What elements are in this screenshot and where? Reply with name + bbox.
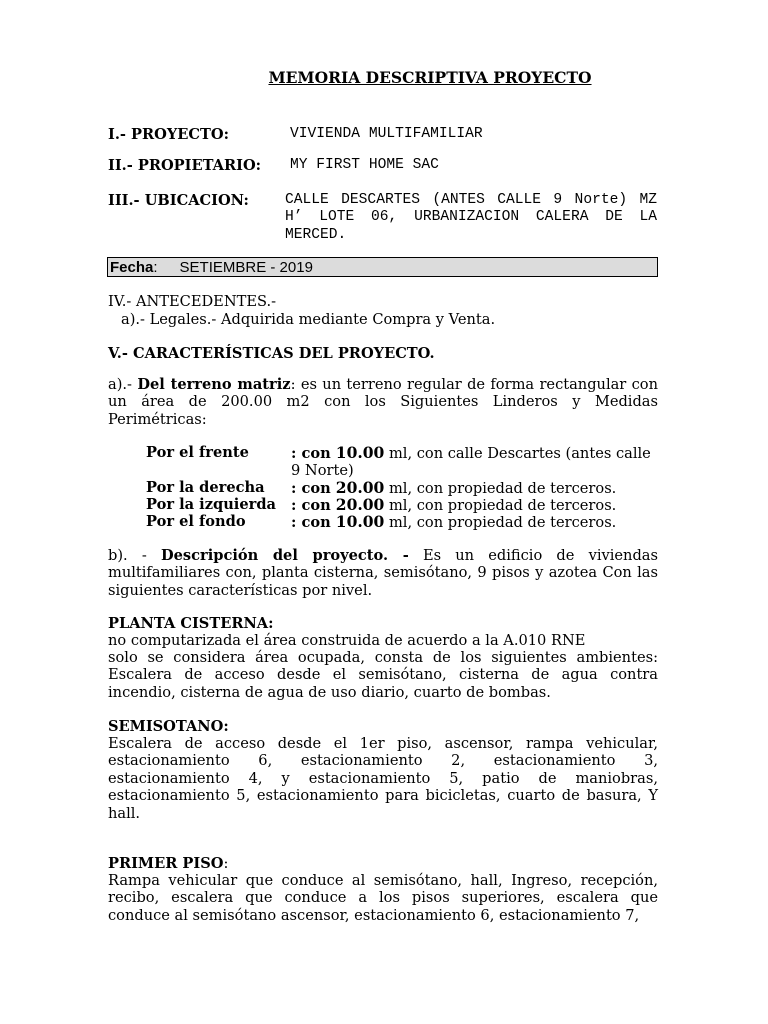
descripcion-text: Es un edificio de viviendas multifamiliares con, planta cisterna, semisótano, 9 pisos y azotea Con las siguientes características por nivel. [108,547,658,599]
document-title: MEMORIA DESCRIPTIVA PROYECTO [268,68,592,87]
lindero-post: ml, con calle Descartes (antes calle 9 Norte) [291,445,651,480]
terreno-prefix: a).- [108,376,138,393]
planta-cisterna-line2: solo se considera área ocupada, consta de los siguientes ambientes: Escalera de acceso desde el semisótano, cisterna de agua contra incendio, cisterna de agua de uso diario, cuarto de bombas. [108,649,658,701]
planta-cisterna-line1: no computarizada el área construida de acuerdo a la A.010 RNE [108,632,586,649]
lindero-post: ml, con propiedad de terceros. [384,497,617,514]
lindero-pre: : con [291,497,336,514]
fecha-value: SETIEMBRE - 2019 [179,259,313,276]
ubicacion-text: CALLE DESCARTES (ANTES CALLE 9 Norte) MZ H’ LOTE 06, URBANIZACION CALERA DE LA MERCED. [285,192,657,243]
lindero-value: 10.00 [335,443,385,462]
semisotano-text: Escalera de acceso desde el 1er piso, ascensor, rampa vehicular, estacionamiento 6, estacionamiento 2, estacionamiento 3, estacionamiento 4, y estacionamiento 5, patio de maniobras, estacionamiento 5, estacionamiento para bicicletas, cuarto de basura, Y hall. [108,735,658,822]
descripcion-paragraph [108,547,658,599]
descripcion-bold: Descripción del proyecto. - [160,547,409,564]
propietario-value: MY FIRST HOME SAC [290,157,439,173]
proyecto-value: VIVIENDA MULTIFAMILIAR [290,126,483,142]
terreno-bold: Del terreno matriz [137,376,291,393]
lindero-post: ml, con propiedad de terceros. [384,514,617,531]
lindero-post: ml, con propiedad de terceros. [384,480,617,497]
primer-piso-text: Rampa vehicular que conduce al semisótano, hall, Ingreso, recepción, recibo, escalera que conduce a los pisos superiores, escalera que conduce al semisótano ascensor, estacionamiento 6, estacionamiento 7, [108,872,658,924]
caracteristicas-heading: V.- CARACTERÍSTICAS DEL PROYECTO. [108,345,435,362]
terreno-text: : es un terreno regular de forma rectangular con un área de 200.00 m2 con los Siguientes Linderos y Medidas Perimétricas: [108,376,658,428]
lindero-label: Por la derecha [146,479,265,496]
fecha-box [107,257,658,277]
ubicacion-label: III.- UBICACION: [108,192,249,209]
propietario-label: II.- PROPIETARIO: [108,157,262,174]
lindero-pre: : con [291,514,336,531]
antecedentes-heading: IV.- ANTECEDENTES.- [108,293,277,310]
semisotano-heading: SEMISOTANO: [108,718,229,735]
primer-piso-colon: : [223,855,229,872]
descripcion-prefix: b). - [108,547,161,564]
fecha-colon: : [153,259,158,276]
lindero-value: 10.00 [335,512,385,531]
lindero-value: 20.00 [335,495,385,514]
primer-piso-heading: PRIMER PISO [108,855,224,872]
planta-cisterna-heading: PLANTA CISTERNA: [108,615,274,632]
lindero-label: Por el frente [146,444,249,461]
lindero-text [291,444,661,480]
lindero-label: Por la izquierda [146,496,276,513]
proyecto-label: I.- PROYECTO: [108,126,229,143]
fecha-label: Fecha [110,259,154,276]
lindero-text [291,513,661,531]
antecedentes-item: a).- Legales.- Adquirida mediante Compra y Venta. [121,311,496,328]
terreno-paragraph [108,376,658,428]
lindero-pre: : con [291,445,336,462]
lindero-value: 20.00 [335,478,385,497]
lindero-label: Por el fondo [146,513,246,530]
ubicacion-value [285,192,657,244]
primer-piso-heading-line [108,855,228,872]
lindero-pre: : con [291,480,336,497]
